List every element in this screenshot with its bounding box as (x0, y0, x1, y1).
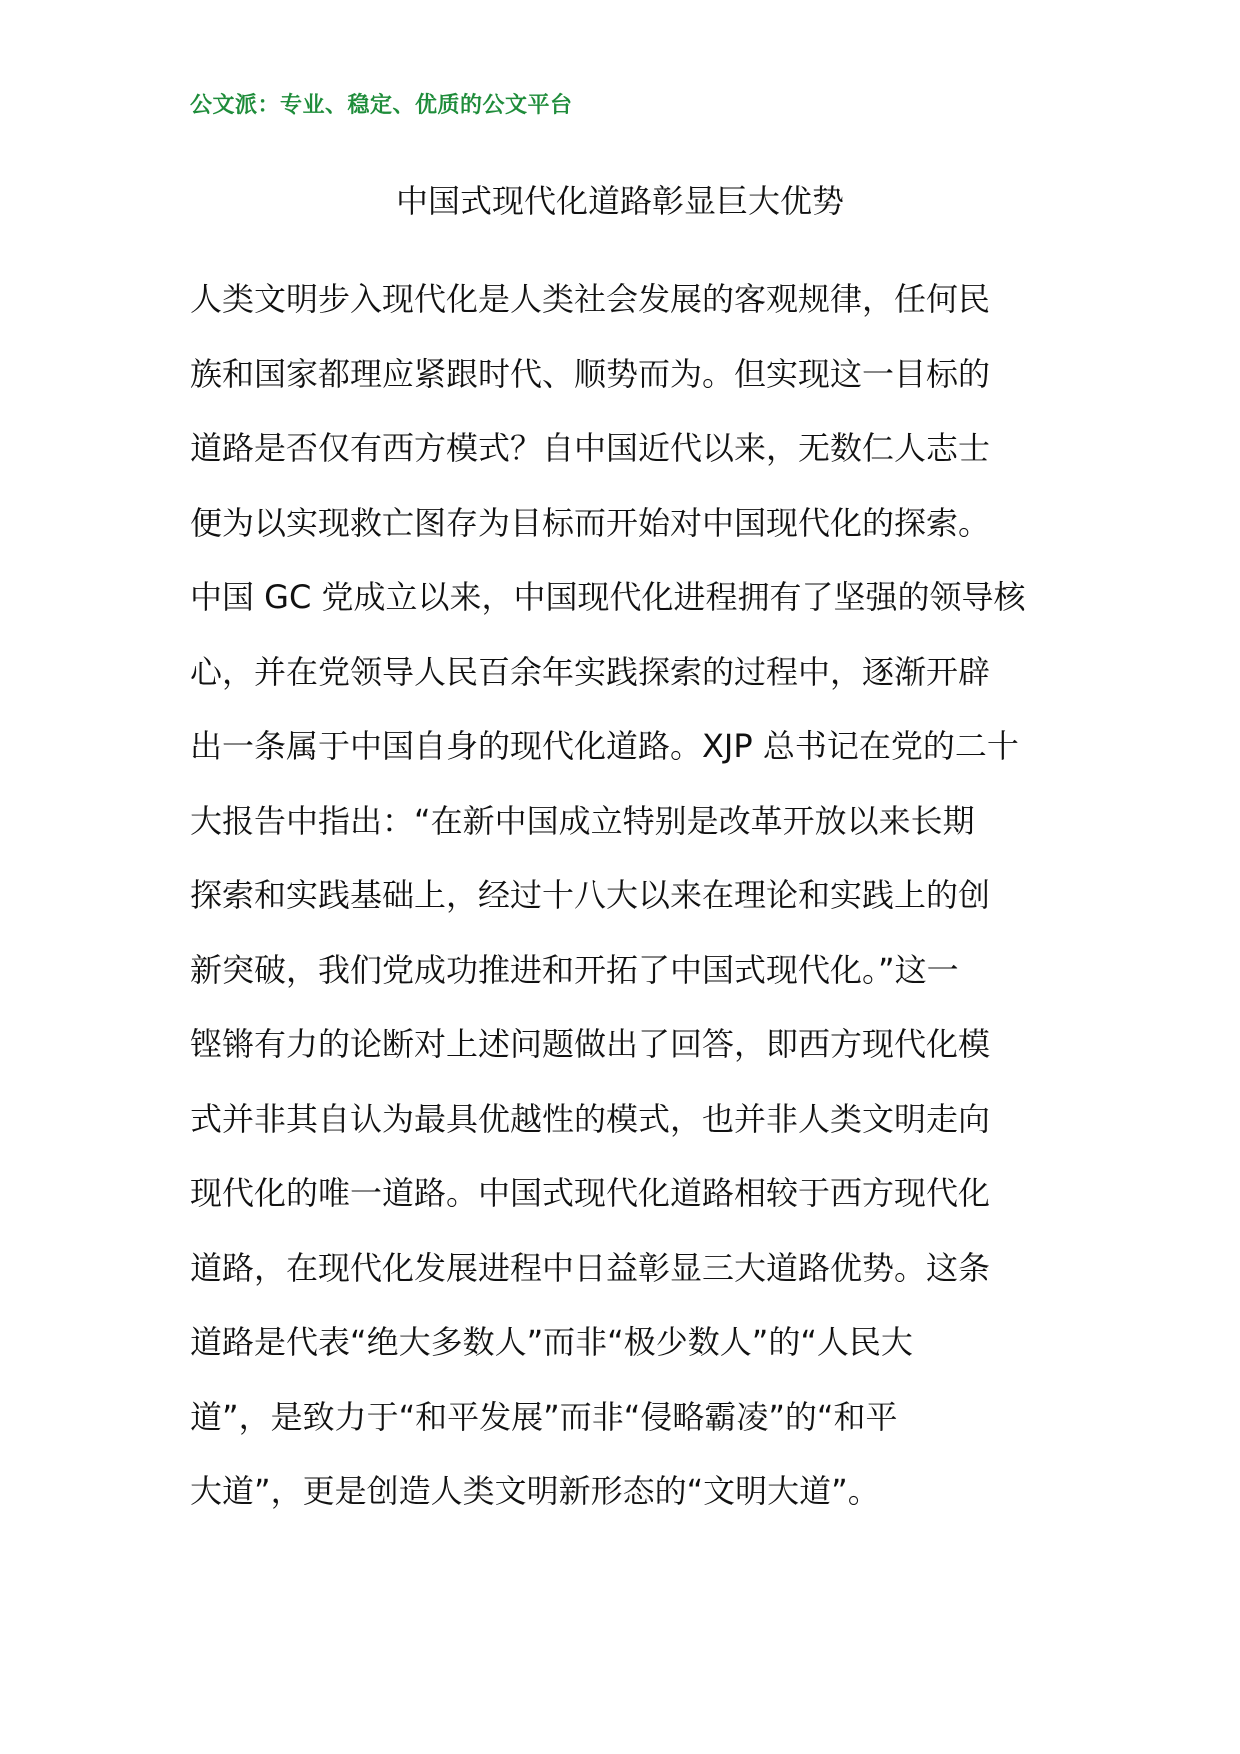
body-line: 式并非其自认为最具优越性的模式，也并非人类文明走向 (190, 1099, 991, 1138)
body-line: 大道”，更是创造人类文明新形态的“文明大道”。 (190, 1472, 880, 1510)
body-line: 道”，是致力于“和平发展”而非“侵略霸凌”的“和平 (190, 1397, 898, 1436)
body-line: 铿锵有力的论断对上述问题做出了回答，即西方现代化模 (190, 1025, 991, 1063)
document-title: 中国式现代化道路彰显巨大优势 (395, 182, 844, 220)
body-line: 大报告中指出：“在新中国成立特别是改革开放以来长期 (190, 801, 975, 840)
body-line: 道路，在现代化发展进程中日益彰显三大道路优势。这条 (190, 1248, 991, 1287)
body-line: 探索和实践基础上，经过十八大以来在理论和实践上的创 (190, 876, 991, 914)
body-line: 出一条属于中国自身的现代化道路。XJP 总书记在党的二十 (190, 727, 1019, 765)
body-line: 族和国家都理应紧跟时代、顺势而为。但实现这一目标的 (190, 354, 991, 393)
body-line: 道路是否仅有西方模式？自中国近代以来，无数仁人志士 (190, 429, 991, 467)
body-line: 人类文明步入现代化是人类社会发展的客观规律，任何民 (190, 280, 991, 318)
document-body (190, 262, 1060, 1529)
body-line: 心，并在党领导人民百余年实践探索的过程中，逐渐开辟 (190, 652, 991, 691)
body-line: 新突破，我们党成功推进和开拓了中国式现代化。”这一 (190, 950, 959, 989)
body-line: 便为以实现救亡图存为目标而开始对中国现代化的探索。 (190, 503, 991, 542)
body-line: 中国 GC 党成立以来，中国现代化进程拥有了坚强的领导核 (190, 578, 1026, 616)
body-line: 道路是代表“绝大多数人”而非“极少数人”的“人民大 (190, 1323, 913, 1361)
site-tagline: 公文派：专业、稳定、优质的公文平台 (190, 93, 573, 118)
body-line: 现代化的唯一道路。中国式现代化道路相较于西方现代化 (190, 1174, 991, 1212)
